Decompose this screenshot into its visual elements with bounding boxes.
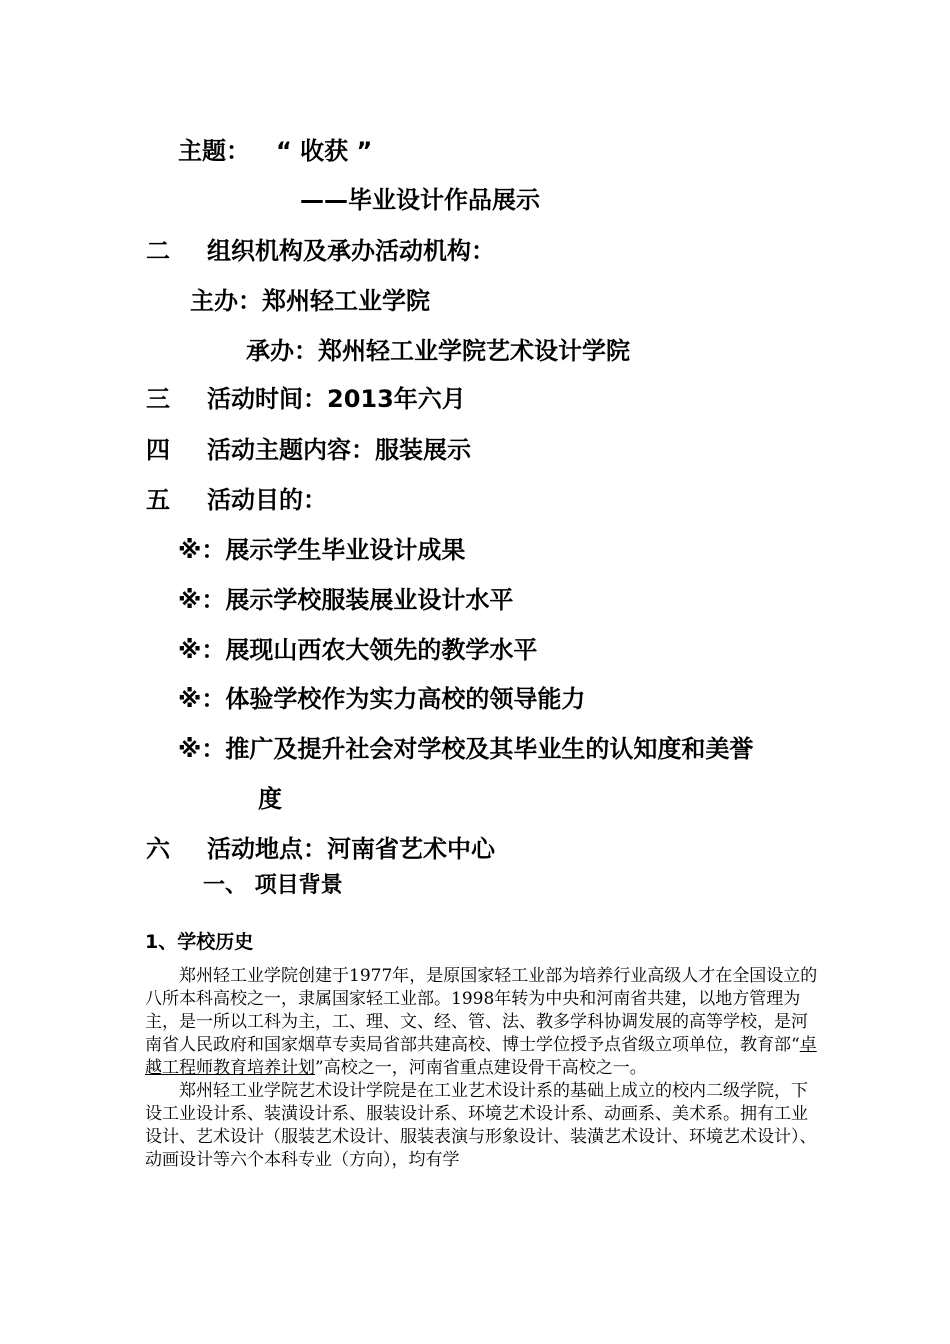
theme-label: 主题： — [178, 137, 250, 165]
paragraph-text: ”高校之一，河南省重点建设骨干高校之一。 — [315, 1058, 647, 1078]
purpose-continuation: 度 — [258, 785, 282, 813]
outline-text: 组织机构及承办活动机构： — [207, 237, 495, 265]
outline-number: 四 — [146, 436, 170, 464]
theme-subtitle: ——毕业设计作品展示 — [300, 186, 540, 214]
outline-text: 活动时间：2013年六月 — [207, 385, 466, 413]
outline-text: 活动目的： — [207, 486, 327, 514]
program-link[interactable]: 卓越工程师教育培养计划 — [145, 1035, 817, 1078]
subheading: 1、学校历史 — [145, 931, 254, 953]
paragraph — [145, 965, 820, 1080]
outline-number: 二 — [146, 237, 170, 265]
undertaker: 承办：郑州轻工业学院艺术设计学院 — [246, 337, 630, 365]
outline-number: 三 — [146, 385, 170, 413]
purpose-item: ※：体验学校作为实力高校的领导能力 — [178, 685, 586, 713]
outline-number: 六 — [146, 835, 170, 863]
body-text — [145, 965, 820, 1172]
purpose-item: ※：展现山西农大领先的教学水平 — [178, 636, 538, 664]
purpose-item: ※：展示学生毕业设计成果 — [178, 536, 466, 564]
purpose-item: ※：展示学校服装展业设计水平 — [178, 586, 514, 614]
organizer: 主办：郑州轻工业学院 — [190, 287, 430, 315]
purpose-item: ※：推广及提升社会对学校及其毕业生的认知度和美誉 — [178, 735, 754, 763]
section-heading: 一、 项目背景 — [203, 873, 343, 898]
outline-text: 活动地点：河南省艺术中心 — [207, 835, 495, 863]
outline-number: 五 — [146, 486, 170, 514]
outline-text: 活动主题内容：服装展示 — [207, 436, 471, 464]
paragraph-text: 郑州轻工业学院创建于1977年，是原国家轻工业部为培养行业高级人才在全国设立的八所本科高校之一，隶属国家轻工业部。1998年转为中央和河南省共建，以地方管理为主，是一所以工科为主，工、理、文、经、管、法、教多学科协调发展的高等学校，是河南省人民政府和国家烟草专卖局省部共建高校、博士学位授予点省级立项单位，教育部“ — [145, 966, 818, 1055]
paragraph: 郑州轻工业学院艺术设计学院是在工业艺术设计系的基础上成立的校内二级学院，下设工业设计系、装潢设计系、服装设计系、环境艺术设计系、动画系、美术系。拥有工业设计、艺术设计（服装艺术设计、服装表演与形象设计、装潢艺术设计、环境艺术设计）、动画设计等六个本科专业（方向），均有学 — [145, 1081, 817, 1170]
theme-title: “ 收获 ” — [276, 137, 373, 165]
